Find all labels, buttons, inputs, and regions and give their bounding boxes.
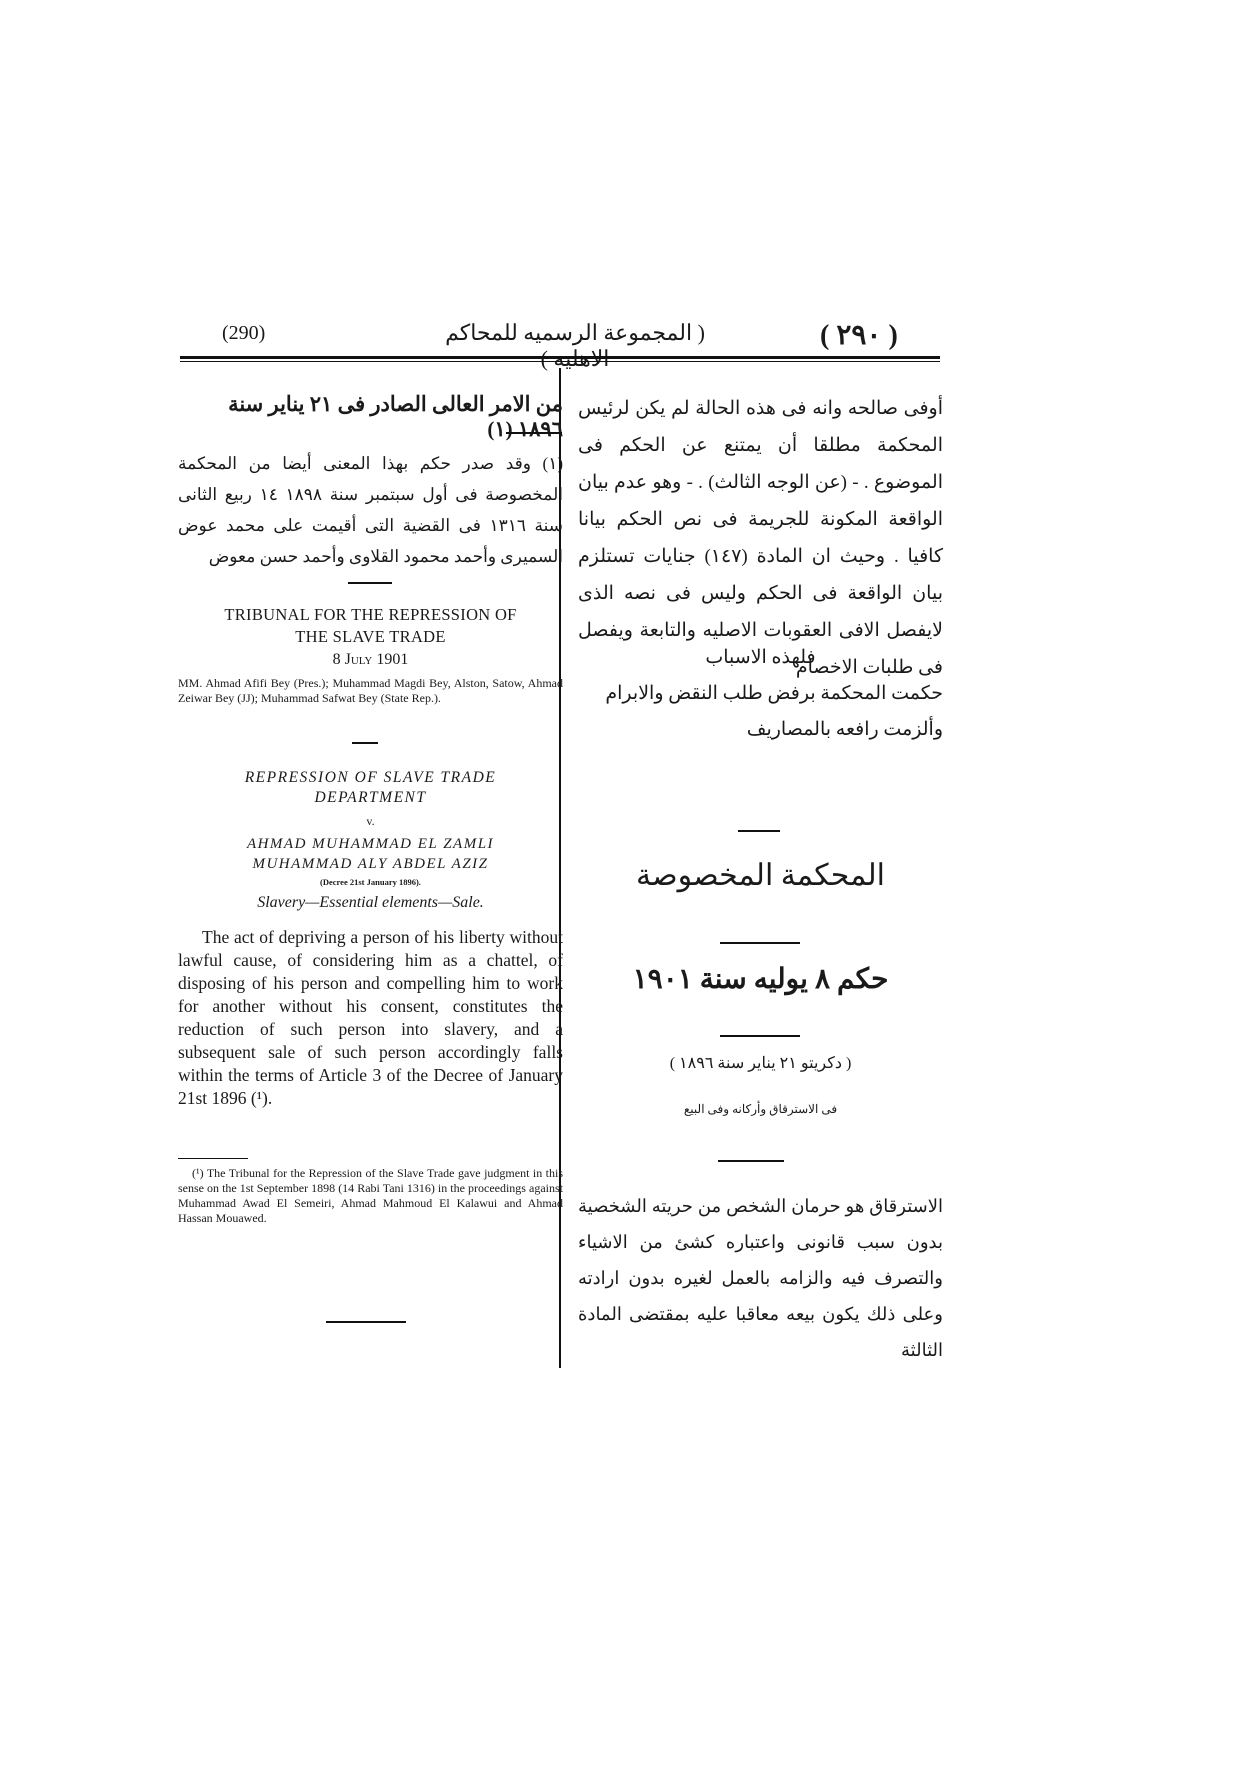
date-month: July	[344, 651, 373, 668]
divider	[720, 1035, 800, 1037]
divider	[720, 942, 800, 944]
divider	[738, 830, 780, 832]
tribunal-line-2: THE SLAVE TRADE	[295, 627, 446, 646]
header-rule-thin	[180, 361, 940, 362]
header-rule-thick	[180, 356, 940, 359]
judges-list: MM. Ahmad Afifi Bey (Pres.); Muhammad Magdi Bey, Alston, Satow, Ahmad Zeiwar Bey (JJ); Muhammad Safwat Bey (State Rep.).	[178, 676, 563, 705]
page-number-latin: (290)	[222, 322, 266, 344]
ruling-text: حكمت المحكمة برفض طلب النقض والابرام وألزمت رافعه بالمصاريف	[605, 683, 943, 740]
arabic-decree-heading: من الامر العالى الصادر فى ٢١ يناير سنة ١٨٩٦ (١)	[228, 392, 563, 441]
arabic-footnote: (١) وقد صدر حكم بهذا المعنى أيضا من المحكمة المخصوصة فى أول سبتمبر سنة ١٨٩٨ ١٤ ربيع الثانى سنة ١٣١٦ فى القضية التى أقيمت على محمد عوض السميرى وأحمد محمود القلاوى وأحمد حسن معوض	[178, 454, 564, 566]
defendant-1: AHMAD MUHAMMAD EL ZAMLI	[246, 836, 495, 852]
keywords-ar: فى الاسترقاق وأركانه وفى البيع	[683, 1102, 838, 1116]
decree-reference: (Decree 21st January 1896).	[320, 877, 421, 887]
divider	[506, 432, 562, 434]
case-title-line-2: DEPARTMENT	[314, 789, 427, 806]
arabic-conclusion	[578, 640, 943, 748]
running-title: ( المجموعة الرسميه للمحاكم الاهليه )	[445, 320, 705, 371]
arabic-body-text: أوفى صالحه وانه فى هذه الحالة لم يكن لرئيس المحكمة مطلقا أن يمتنع عن الحكم فى الموضوع . - (عن الوجه الثالث) . - وهو عدم بيان الواقعة المكونة للجريمة فى نص الحكم بيانا كافيا . وحيث ان المادة (١٤٧) جنايات تستلزم بيان الواقعة فى الحكم وليس فى نصه الذى لايفصل الافى العقوبات الاصليه والتابعة ويفصل فى طلبات الاخصام	[578, 398, 943, 678]
defendants	[178, 834, 563, 874]
case-title	[178, 768, 563, 808]
divider	[352, 742, 378, 744]
holding-text: The act of depriving a person of his liberty without lawful cause, of considering him as a chattel, of disposing of his person and compelling him to work for another without his consent, constitutes the reduction of such person into slavery, and a subsequent sale of such person accordingly falls within the terms of Article 3 of the Decree of January 21st 1896 (¹).	[178, 927, 563, 1108]
footnote-text: (¹) The Tribunal for the Repression of the Slave Trade gave judgment in this sense on the 1st September 1898 (14 Rabi Tani 1316) in the proceedings against Muhammad Awad El Semeiri, Ahmad Mahmoud El Kalawui and Ahmad Hassan Mouawed.	[178, 1166, 563, 1225]
divider	[718, 1160, 784, 1162]
for-these-reasons: فلهذه الاسباب	[705, 647, 816, 668]
keywords: Slavery—Essential elements—Sale.	[257, 894, 484, 911]
footnote-rule	[178, 1158, 248, 1159]
judgment-date-en	[178, 651, 563, 669]
page-number-arabic: ( ٢٩٠ )	[820, 320, 898, 351]
tribunal-line-1: TRIBUNAL FOR THE REPRESSION OF	[224, 605, 517, 624]
date-year: 1901	[376, 651, 409, 668]
divider	[348, 582, 392, 584]
holding-text-ar: الاسترقاق هو حرمان الشخص من حريته الشخصية بدون سبب قانونى واعتباره كشئ من الاشياء والتصرف فيه والزامه بالعمل لغيره بدون ارادته وعلى ذلك يكون بيعه معاقبا عليه بمقتضى المادة الثالثة	[578, 1196, 943, 1360]
judgment-date-ar: حكم ٨ يوليه سنة ١٩٠١	[632, 964, 889, 995]
decree-reference-ar: ( دكريتو ٢١ يناير سنة ١٨٩٦ )	[669, 1055, 852, 1072]
case-title-line-1: REPRESSION OF SLAVE TRADE	[244, 769, 497, 786]
date-day: 8	[332, 651, 341, 668]
tribunal-heading	[178, 604, 563, 648]
defendant-2: MUHAMMAD ALY ABDEL AZIZ	[252, 856, 489, 872]
court-name-ar: المحكمة المخصوصة	[636, 859, 885, 892]
end-divider	[326, 1321, 406, 1323]
versus: v.	[366, 814, 375, 828]
